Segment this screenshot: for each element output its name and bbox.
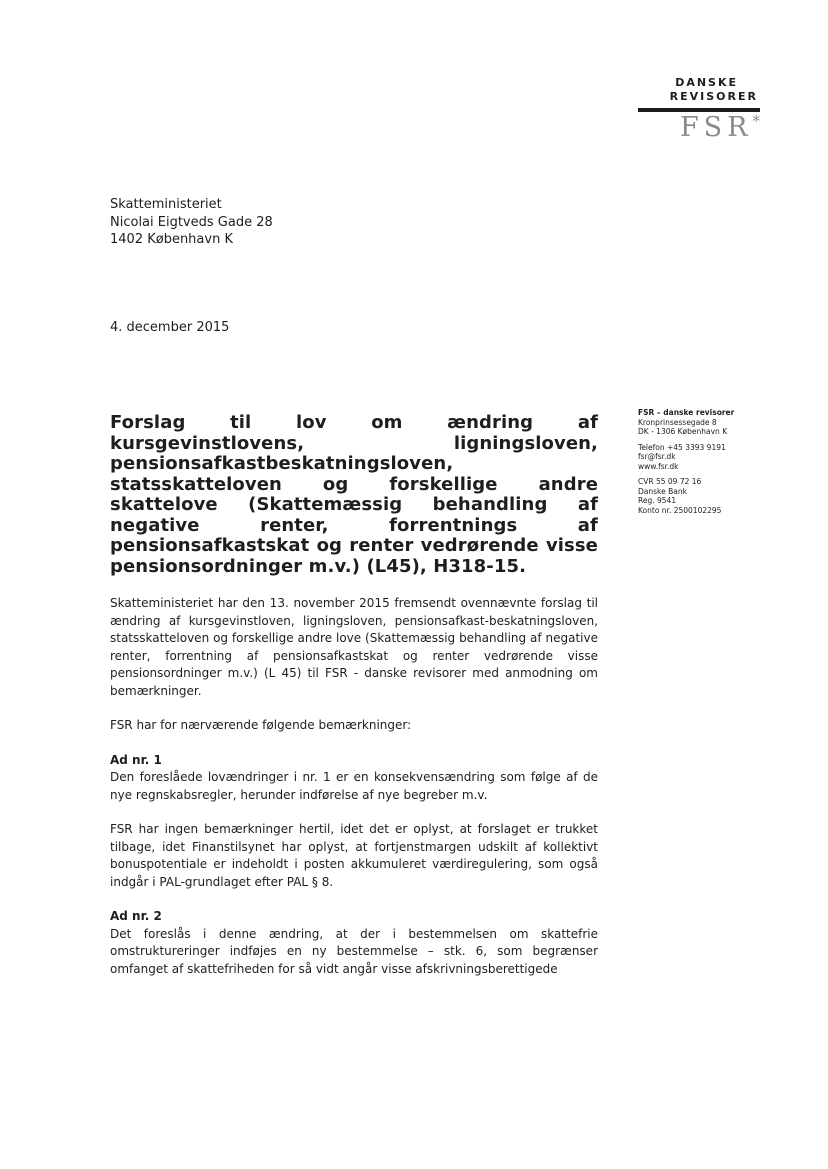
recipient-city: 1402 København K [110, 232, 233, 247]
sender-info [638, 408, 758, 521]
fsr-logo-mark [680, 112, 760, 143]
recipient-address [110, 196, 273, 249]
logo-line-revisorer: REVISORER [669, 90, 758, 103]
intro-paragraph: Skatteministeriet har den 13. november 2015 fremsendt ovennævnte forslag til ændring af kursgevinstloven, ligningsloven, pensionsafkast-beskatningsloven, statsskatteloven og forskellige andre love (Skattemæssig behandling af negative renter, forrentning af pensionsafkastskat og renter vedrørende visse pensionsordninger m.v.) (L 45) til FSR - danske revisorer med anmodning om bemærkninger. [110, 596, 598, 698]
sender-reg: Reg. 9541 [638, 496, 677, 505]
sender-email: fsr@fsr.dk [638, 452, 676, 461]
section-2-heading: Ad nr. 2 [110, 909, 162, 923]
sender-web: www.fsr.dk [638, 461, 679, 471]
letter-date: 4. december 2015 [110, 320, 230, 335]
sender-phone: Telefon +45 3393 9191 [638, 442, 726, 452]
section-2-paragraph-1: Det foreslås i denne ændring, at der i bestemmelsen om skattefrie omstruktureringer indføjes en ny bestemmelse – stk. 6, som begrænser omfanget af skattefriheden for så vidt angår visse afskrivningsberettigede [110, 926, 598, 976]
sender-cvr: CVR 55 09 72 16 [638, 477, 702, 486]
letter-body [110, 595, 598, 995]
recipient-street: Nicolai Eigtveds Gade 28 [110, 214, 273, 230]
sender-city: DK - 1306 København K [638, 427, 728, 436]
section-1-paragraph-2: FSR har ingen bemærkninger hertil, idet det er oplyst, at forslaget er trukket tilbage, idet Finanstilsynet har oplyst, at fortjenstmargen udskilt af kollektivt bonuspotentiale er indeholdt i posten akkumuleret værdiregulering, som også indgår i PAL-grundlaget efter PAL § 8. [110, 822, 598, 889]
lead-paragraph: FSR har for nærværende følgende bemærkninger: [110, 718, 412, 732]
letter-title: Forslag til lov om ændring af kursgevinstlovens, ligningsloven, pensionsafkastbeskatningsloven, statsskatteloven og forskellige andre skattelove (Skattemæssig behandling af negative renter, forrentnings af pensionsafkastskat og renter vedrørende visse pensionsordninger m.v.) (L45), H318-15. [110, 412, 598, 577]
section-1-heading: Ad nr. 1 [110, 752, 162, 767]
sender-street: Kronprinsessegade 8 [638, 417, 717, 427]
logo-line-danske: DANSKE [675, 76, 738, 89]
company-logo [620, 76, 760, 146]
sender-konto: Konto nr. 2500102295 [638, 505, 722, 515]
sender-org: FSR – danske revisorer [638, 408, 735, 417]
recipient-name: Skatteministeriet [110, 197, 222, 212]
logo-star: * [752, 112, 760, 130]
sender-bank: Danske Bank [638, 486, 687, 496]
logo-mark-text: FSR [679, 112, 753, 143]
section-1-paragraph-1: Den foreslåede lovændringer i nr. 1 er en konsekvensændring som følge af de nye regnskabsregler, herunder indførelse af nye begreber m.v. [110, 770, 598, 802]
